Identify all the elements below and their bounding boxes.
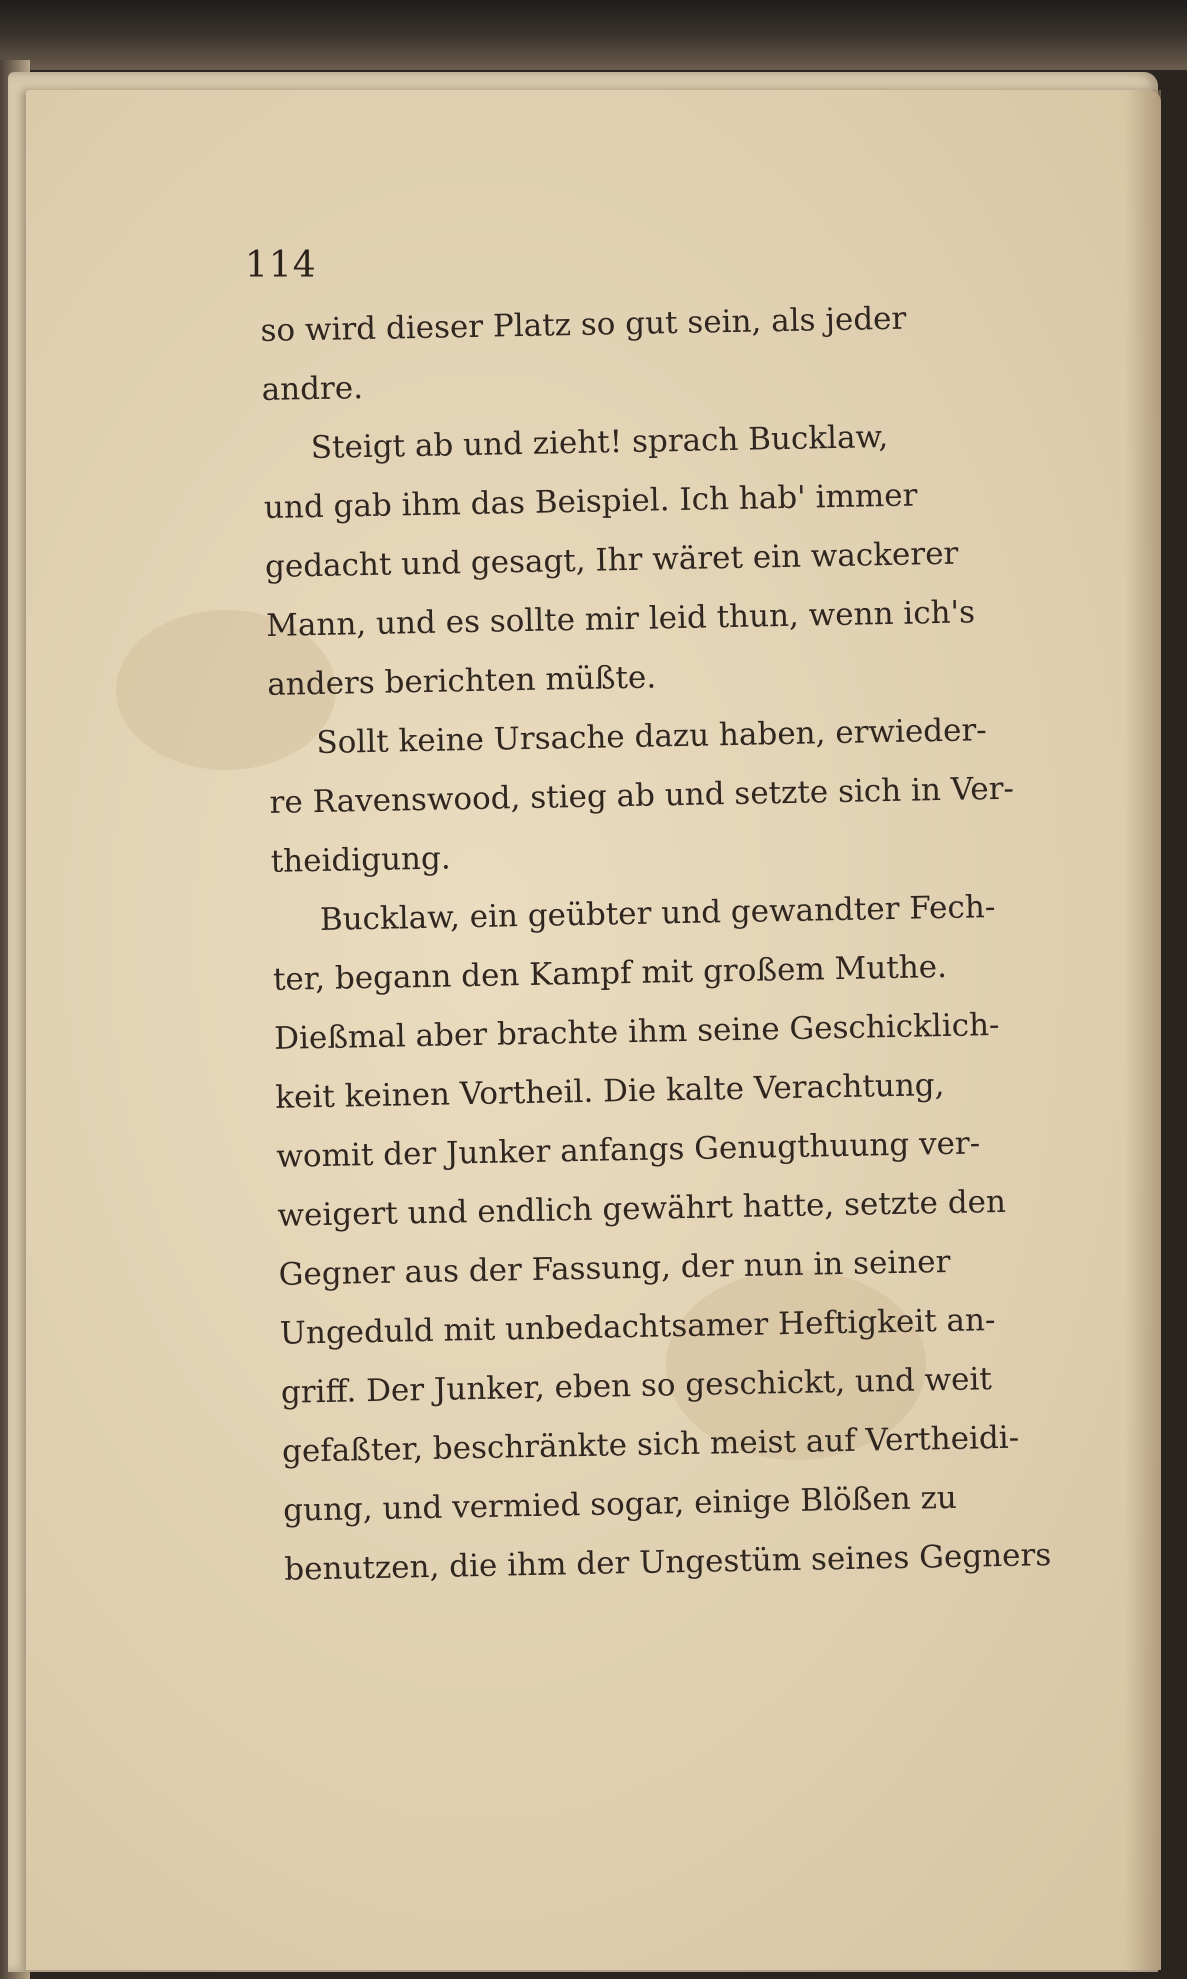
text-line: griff. Der Junker, eben so geschickt, und weit bbox=[280, 1361, 993, 1411]
text-line: Ungeduld mit unbedachtsamer Heftigkeit an- bbox=[279, 1302, 996, 1352]
text-line: Gegner aus der Fassung, der nun in seiner bbox=[278, 1243, 951, 1293]
text-line: re Ravenswood, stieg ab und setzte sich in Ver- bbox=[269, 770, 1015, 821]
body-text bbox=[260, 286, 1105, 1600]
page-edge-shadow bbox=[1125, 90, 1161, 1970]
text-line: anders berichten müßte. bbox=[267, 659, 657, 703]
book-top-edge bbox=[0, 0, 1187, 70]
text-line: gefaßter, beschränkte sich meist auf Vertheidi- bbox=[281, 1419, 1020, 1470]
text-line: Steigt ab und zieht! sprach Bucklaw, bbox=[310, 418, 889, 467]
text-line: keit keinen Vortheil. Die kalte Verachtung, bbox=[274, 1067, 945, 1116]
text-line: Mann, und es sollte mir leid thun, wenn ich's bbox=[265, 594, 976, 644]
text-line: gedacht und gesagt, Ihr wäret ein wackerer bbox=[264, 535, 959, 585]
page-number: 114 bbox=[245, 245, 317, 286]
text-line: Sollt keine Ursache dazu haben, erwieder- bbox=[316, 712, 988, 761]
text-line: und gab ihm das Beispiel. Ich hab' immer bbox=[263, 477, 918, 526]
text-line: theidigung. bbox=[270, 840, 451, 880]
text-line: andre. bbox=[261, 370, 364, 408]
text-line: womit der Junker anfangs Genugthuung ver- bbox=[276, 1125, 981, 1175]
text-line: ter, begann den Kampf mit großem Muthe. bbox=[272, 948, 948, 998]
text-line: Bucklaw, ein geübter und gewandter Fech- bbox=[319, 888, 996, 938]
text-line: so wird dieser Platz so gut sein, als jeder bbox=[260, 300, 907, 349]
text-line: weigert und endlich gewährt hatte, setzte den bbox=[277, 1183, 1007, 1234]
text-line: Dießmal aber brachte ihm seine Geschicklich- bbox=[273, 1006, 1000, 1057]
text-line: gung, und vermied sogar, einige Blößen zu bbox=[282, 1479, 958, 1529]
text-line: benutzen, die ihm der Ungestüm seines Gegners bbox=[283, 1537, 1052, 1588]
